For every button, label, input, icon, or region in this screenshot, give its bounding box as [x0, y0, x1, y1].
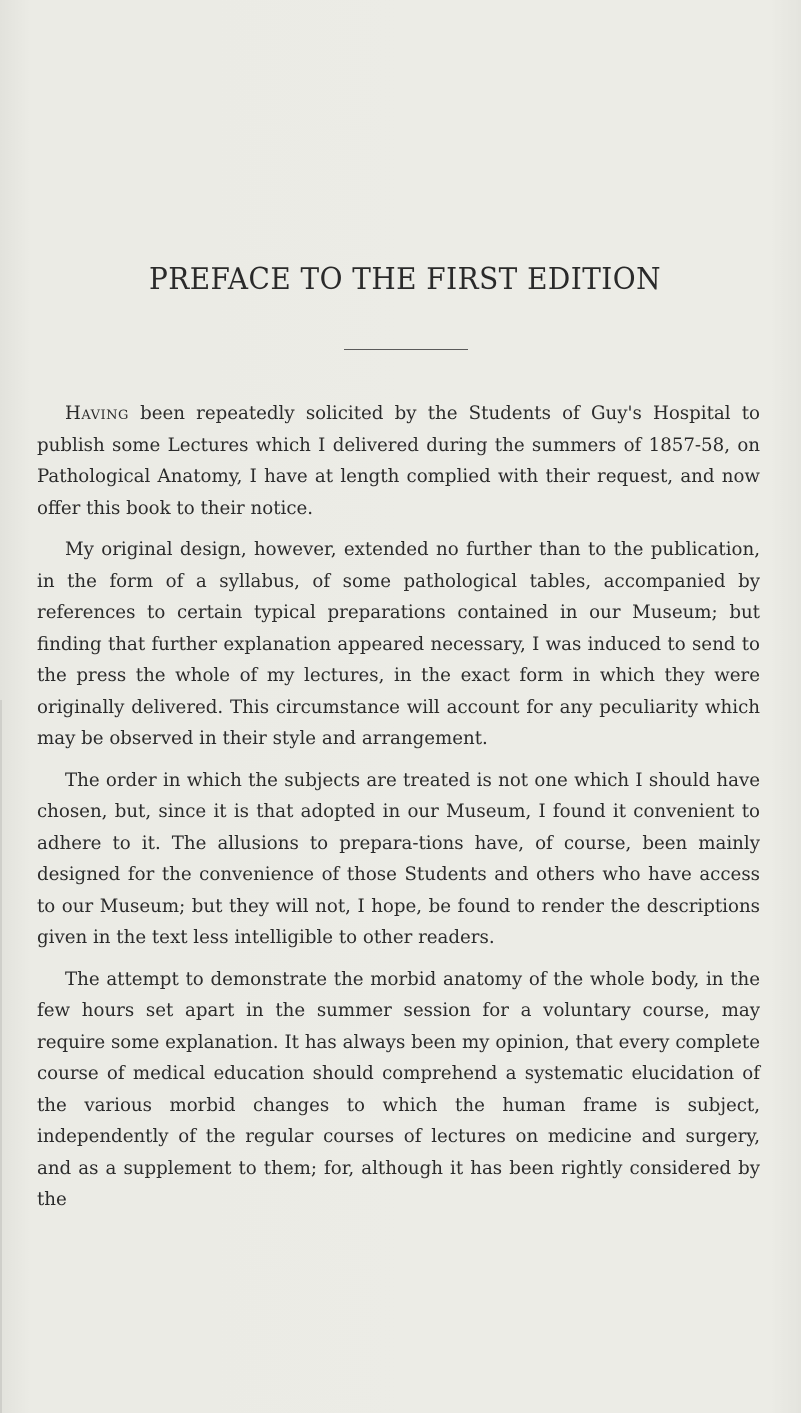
- paragraph-1: [37, 398, 760, 524]
- preface-body: [37, 398, 760, 1226]
- paragraph-1-lead-word: Having: [65, 403, 129, 424]
- page-edge-shadow: [0, 700, 2, 1413]
- paragraph-1-text: been repeatedly solicited by the Students of Guy's Hospital to publish some Lectures which I delivered during the summers of 1857-58, on Pathological Anatomy, I have at length complied with their request, and now offer this book to their notice.: [37, 403, 760, 519]
- paragraph-3-text: The order in which the subjects are treated is not one which I should have chosen, but, since it is that adopted in our Museum, I found it convenient to adhere to it. The allusions to prepara-tions have, of course, been mainly designed for the convenience of those Students and others who have access to our Museum; but they will not, I hope, be found to render the descriptions given in the text less intelligible to other readers.: [37, 769, 760, 948]
- paragraph-4-text: The attempt to demonstrate the morbid anatomy of the whole body, in the few hours set apart in the summer session for a voluntary course, may require some explanation. It has always been my opinion, that every complete course of medical education should comprehend a systematic elucidation of the various morbid changes to which the human frame is subject, independently of the regular courses of lectures on medicine and surgery, and as a supplement to them; for, although it has been rightly considered by the: [37, 968, 760, 1210]
- paragraph-2: [37, 534, 760, 755]
- paragraph-2-text: My original design, however, extended no further than to the publication, in the form of a syllabus, of some pathological tables, accompanied by references to certain typical preparations contained in our Museum; but finding that further explanation appeared necessary, I was induced to send to the press the whole of my lectures, in the exact form in which they were originally delivered. This circumstance will account for any peculiarity which may be observed in their style and arrangement.: [37, 539, 760, 749]
- paragraph-4: [37, 964, 760, 1216]
- title-divider: [344, 349, 468, 350]
- paragraph-3: [37, 765, 760, 954]
- page-title: PREFACE TO THE FIRST EDITION: [148, 262, 661, 297]
